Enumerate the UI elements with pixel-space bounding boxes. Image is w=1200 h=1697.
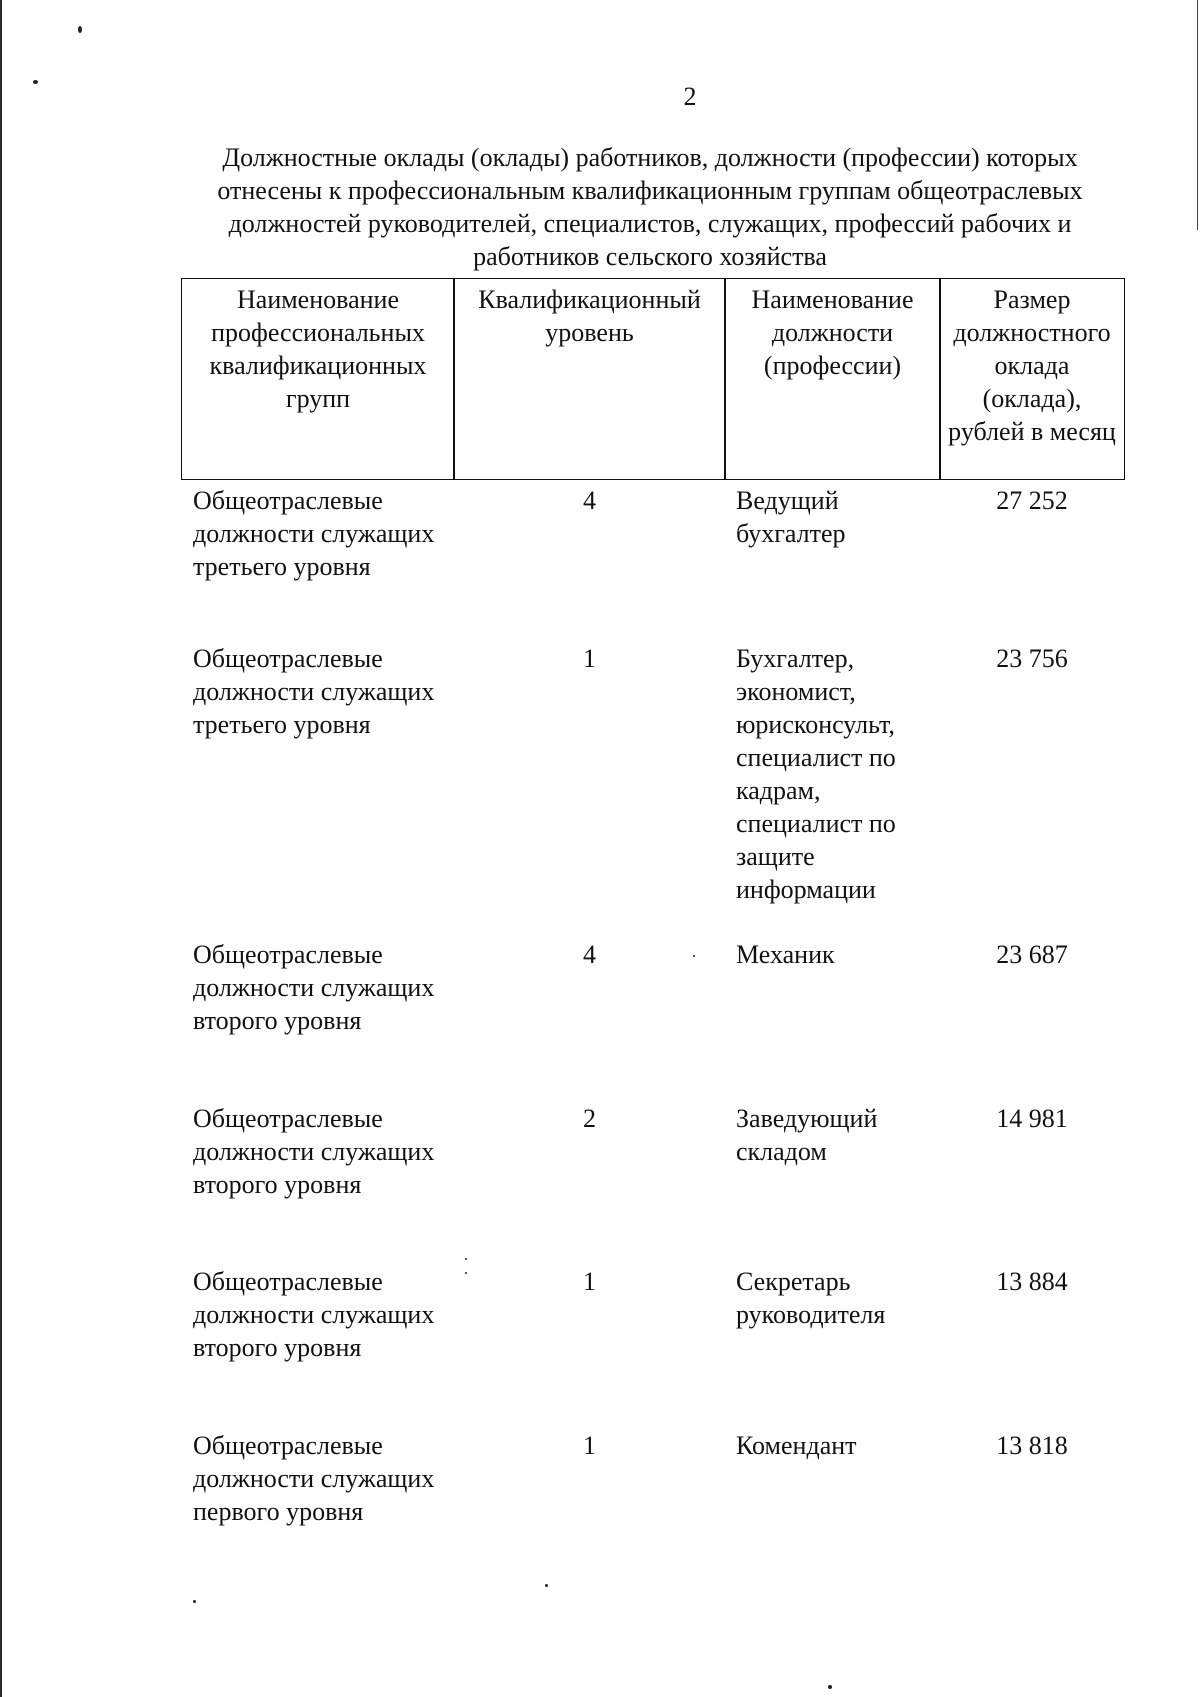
cell-group: Общеотраслевые должности служащих второго уровня: [193, 940, 435, 1035]
cell-salary: 23 756: [996, 644, 1068, 673]
scan-speck: [78, 26, 82, 33]
cell-position: Механик: [736, 940, 835, 969]
cell-position: Комендант: [736, 1431, 857, 1460]
cell-level: 4: [583, 486, 596, 515]
scan-speck: [465, 1258, 467, 1260]
scan-speck: [828, 1685, 832, 1689]
cell-salary: 23 687: [996, 940, 1068, 969]
cell-level: 1: [583, 644, 596, 673]
header-qualification-level: Квалификационный уровень: [453, 278, 726, 480]
cell-level: 1: [583, 1431, 596, 1460]
cell-salary: 13 884: [996, 1267, 1068, 1296]
cell-position: Бухгалтер, экономист, юрисконсульт, специалист по кадрам, специалист по защите информации: [736, 644, 896, 904]
cell-group: Общеотраслевые должности служащих второго уровня: [193, 1104, 435, 1199]
cell-group: Общеотраслевые должности служащих третьего уровня: [193, 486, 435, 581]
page-edge-left: [0, 0, 2, 1697]
cell-group: Общеотраслевые должности служащих первого уровня: [193, 1431, 435, 1526]
cell-group: Общеотраслевые должности служащих второго уровня: [193, 1267, 435, 1362]
header-group-name: Наименование профессиональных квалификационных групп: [181, 278, 455, 480]
page-number: 2: [683, 82, 697, 111]
cell-level: 1: [583, 1267, 596, 1296]
cell-salary: 27 252: [996, 486, 1068, 515]
cell-salary: 13 818: [996, 1431, 1068, 1460]
cell-group: Общеотраслевые должности служащих третьего уровня: [193, 644, 435, 739]
header-position-name: Наименование должности (профессии): [724, 278, 941, 480]
cell-level: 4: [583, 940, 596, 969]
cell-level: 2: [583, 1104, 596, 1133]
header-salary: Размер должностного оклада (оклада), рублей в месяц: [939, 278, 1125, 480]
scan-speck: [33, 80, 38, 84]
page-edge-right: [1197, 0, 1198, 230]
scan-speck: [193, 1600, 196, 1603]
document-title: Должностные оклады (оклады) работников, должности (профессии) которых отнесены к профессиональным квалификационным группам общеотраслевых должностей руководителей, специалистов, служащих, профессий рабочих и работников сельского хозяйства: [217, 143, 1083, 271]
cell-position: Ведущий бухгалтер: [736, 486, 846, 548]
scan-speck: [545, 1584, 548, 1587]
cell-salary: 14 981: [996, 1104, 1068, 1133]
cell-position: Секретарь руководителя: [736, 1267, 886, 1329]
cell-position: Заведующий складом: [736, 1104, 878, 1166]
